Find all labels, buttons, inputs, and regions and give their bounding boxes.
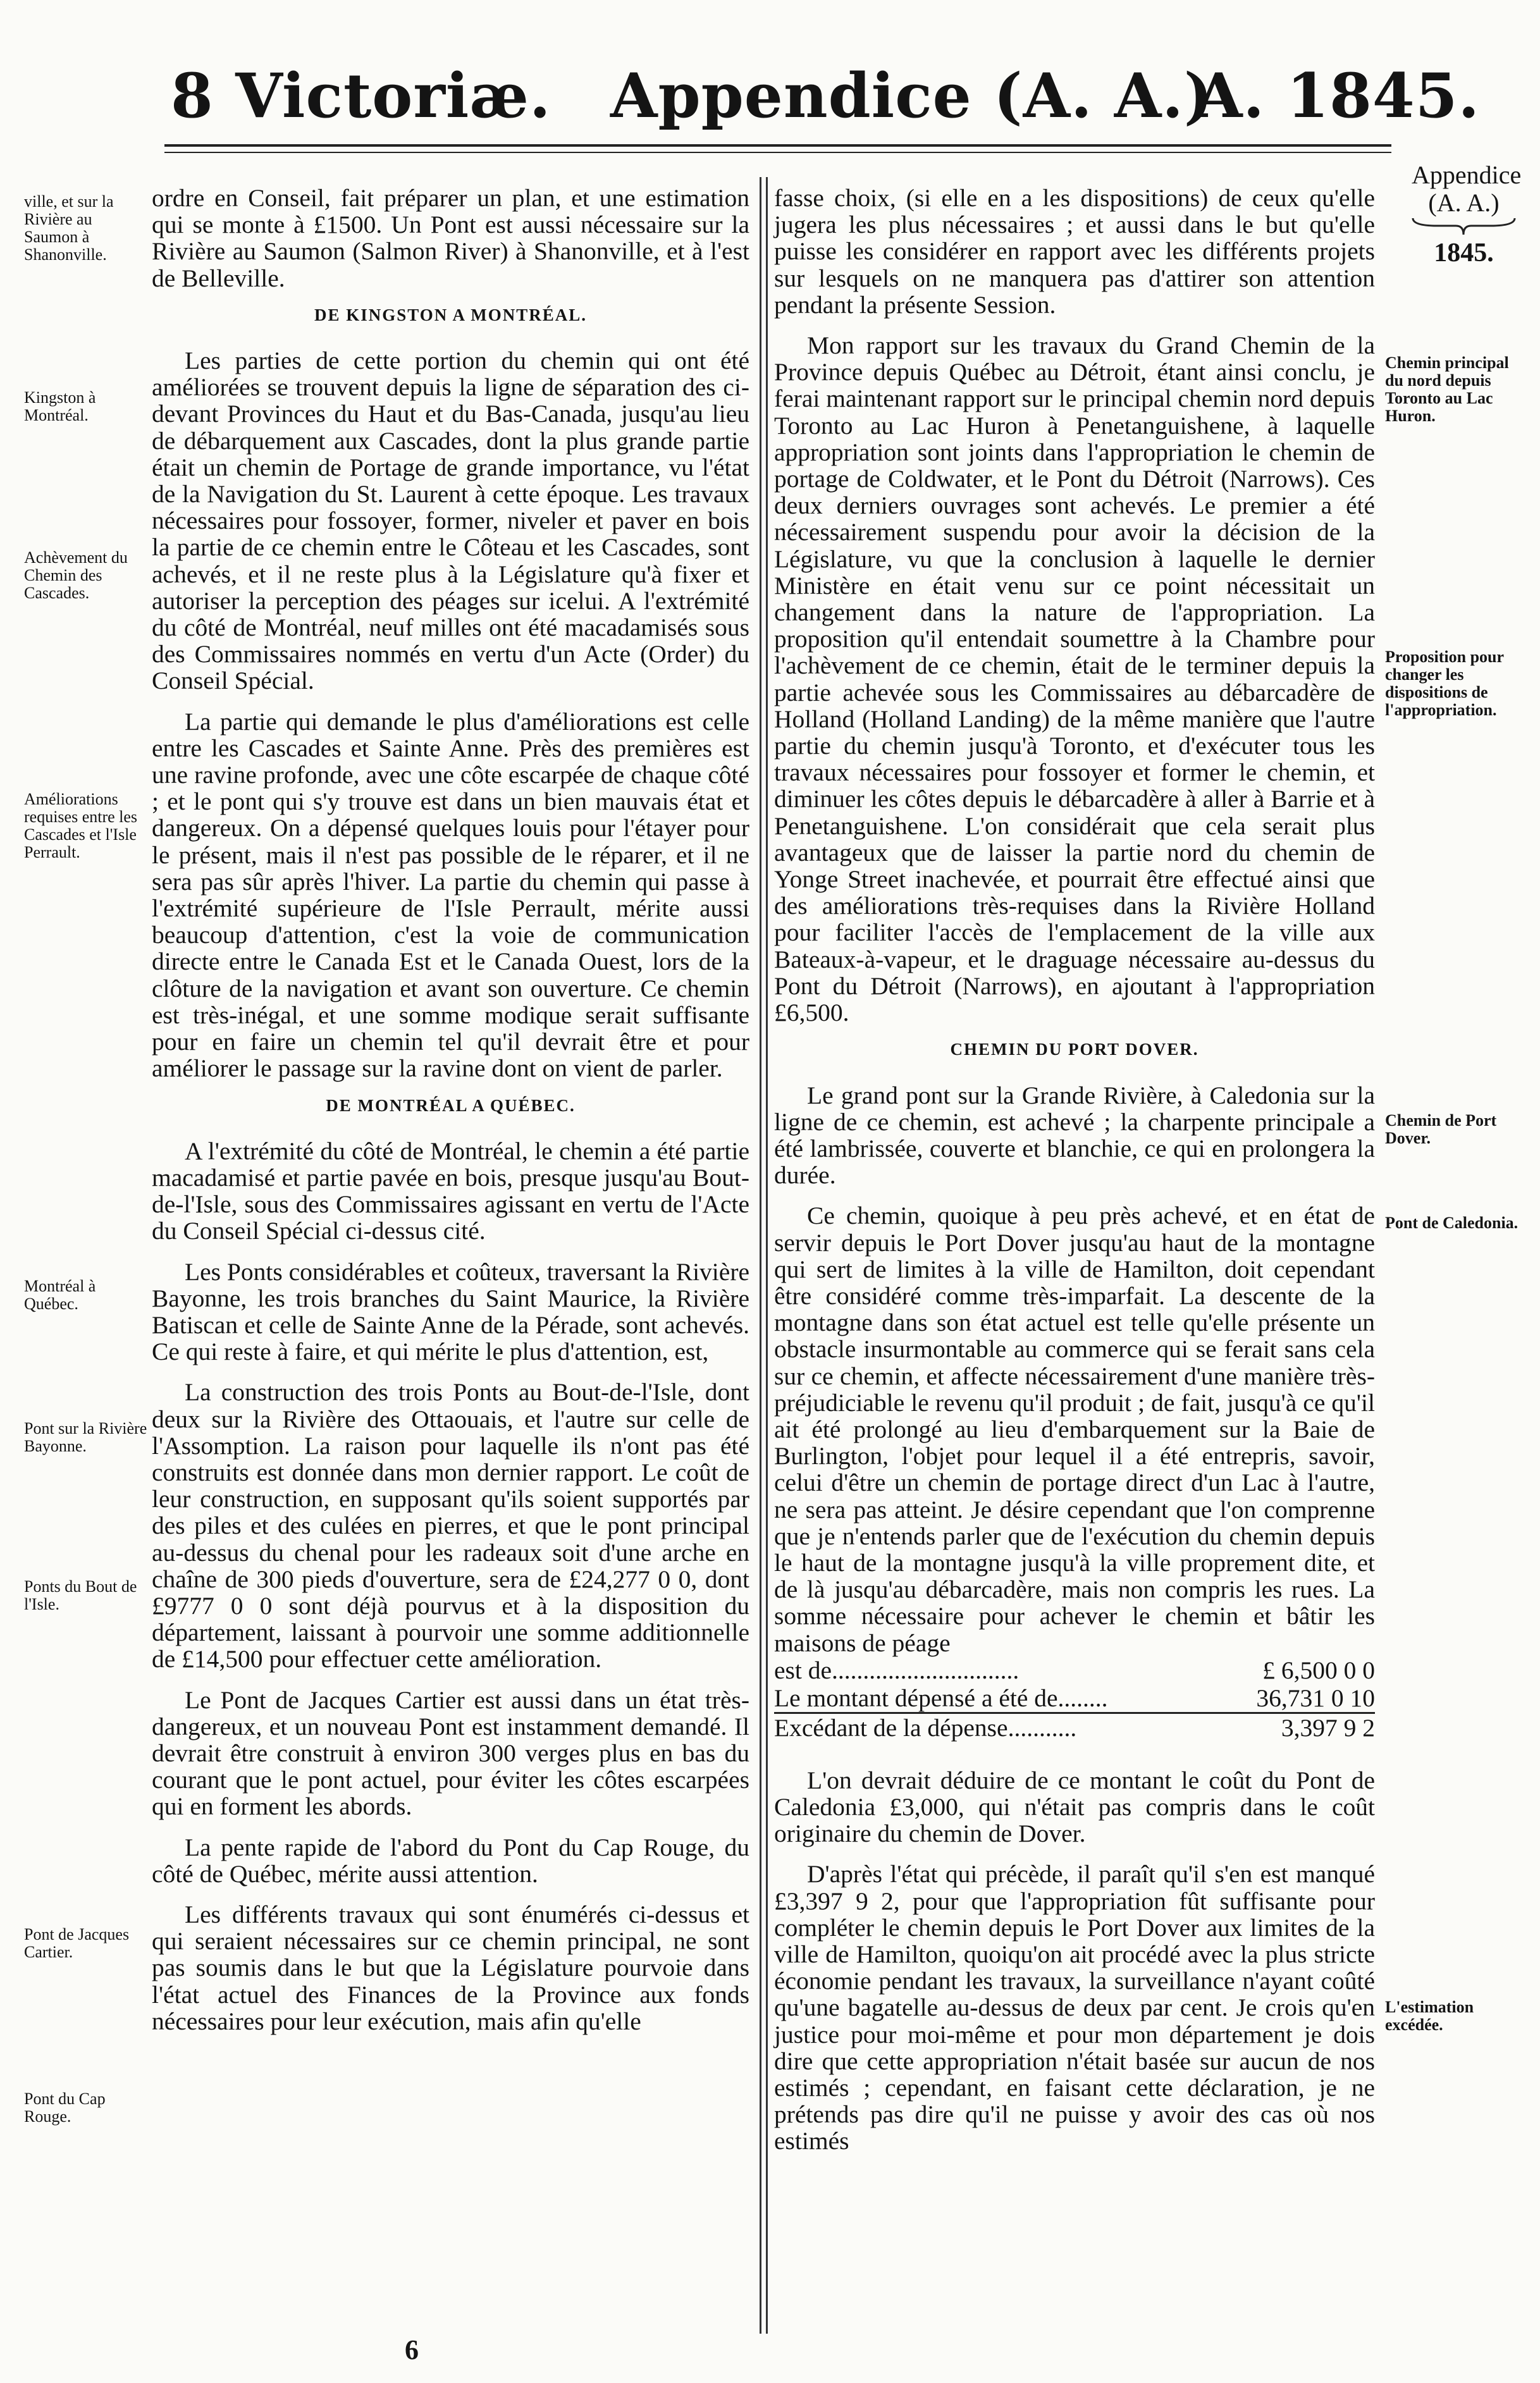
section-heading: CHEMIN DU PORT DOVER. (950, 1040, 1199, 1059)
margin-note-port-dover: Chemin de Port Dover. (1385, 1111, 1497, 1147)
margin-note-caledonia: Pont de Caledonia. (1385, 1214, 1518, 1232)
ledger-row (774, 1684, 1375, 1713)
margin-note-jacques-cartier: Pont de Jacques Cartier. (24, 1925, 130, 1961)
ledger-label: Excédant de la dépense........... (774, 1713, 1217, 1742)
paragraph: Les parties de cette portion du chemin qui ont été améliorées se trouvent depuis la ligne de séparation des ci-devant Provinces du Haut et du Bas-Canada, jusqu'au lieu de débarquement aux Cascades, dont la plus grande partie était un chemin de Portage de grande importance, vu l'état de la Navigation du St. Laurent à cette époque. Les travaux nécessaires pour fossoyer, former, niveler et paver en bois la partie de ce chemin entre le Côteau et les Cascades, sont achevés, et il ne reste plus à la Législature qu'à fixer et autoriser la perception des péages sur icelui. A l'extrémité du côté de Montréal, neuf milles ont été macadamisés sous des Commissaires nommés en vertu d'un Acte (Order) du Conseil Spécial. (152, 347, 749, 695)
ledger-amount: £ 6,500 0 0 (1262, 1656, 1375, 1684)
section-heading: DE MONTRÉAL A QUÉBEC. (326, 1095, 576, 1115)
header-rule-thin (164, 152, 1391, 153)
expense-ledger (774, 1656, 1375, 1742)
ledger-row (774, 1713, 1375, 1742)
curly-brace-icon (1412, 217, 1516, 236)
appendix-brace-note (1412, 161, 1522, 268)
paragraph: Les différents travaux qui sont énumérés ci-dessus et qui seraient nécessaires sur ce chemin principal, ne sont pas soumis dans le but que la Législature pourvoie dans l'état actuel des Finances de la Province aux fonds nécessaires pour leur exécution, mais afin qu'elle (152, 1900, 749, 2035)
section-heading: DE KINGSTON A MONTRÉAL. (314, 305, 588, 324)
column-rule-right (766, 177, 768, 2334)
margin-note-shanonville: ville, et sur la Rivière au Saumon à Shanonville. (24, 192, 114, 264)
paragraph: D'après l'état qui précède, il paraît qu'il s'en est manqué £3,397 9 2, pour que l'appropriation fût suffisante pour compléter le chemin depuis le Port Dover aux limites de la ville de Hamilton, quoiqu'on ait procédé avec la plus stricte économie pendant les travaux, la surveillance n'ayant coûté qu'une bagatelle au-dessus de deux par cent. Je crois qu'en justice pour moi-même et pour mon département je dois dire que cette appropriation n'était basée sur aucun de nos estimés ; cependant, en faisant cette déclaration, je ne prétends pas dire qu'il ne puisse y avoir des cas où nos estimés (774, 1860, 1375, 2155)
margin-note-montreal-quebec: Montréal à Québec. (24, 1277, 96, 1313)
paragraph: fasse choix, (si elle en a les dispositions) de ceux qu'elle jugera les plus nécessaires ; et aussi dans le but qu'elle puisse les considérer en rapport avec les différents projets sur lesquels on ne manquera pas d'attirer son attention pendant la présente Session. (774, 184, 1375, 319)
paragraph: L'on devrait déduire de ce montant le coût du Pont de Caledonia £3,000, qui n'était pas compris dans le coût originaire du chemin de Dover. (774, 1766, 1375, 1848)
margin-note-proposition: Proposition pour changer les dispositions de l'appropriation. (1385, 648, 1504, 719)
paragraph: Les Ponts considérables et coûteux, traversant la Rivière Bayonne, les trois branches du Saint Maurice, la Rivière Batiscan et celle de Sainte Anne de la Pérade, sont achevés. Ce qui reste à faire, et qui mérite le plus d'attention, est, (152, 1257, 749, 1366)
paragraph: La pente rapide de l'abord du Pont du Cap Rouge, du côté de Québec, mérite aussi attention. (152, 1833, 749, 1888)
ledger-label: est de.............................. (774, 1656, 1019, 1684)
left-column (152, 185, 749, 2035)
margin-note-cap-rouge: Pont du Cap Rouge. (24, 2090, 106, 2126)
paragraph: La partie qui demande le plus d'améliorations est celle entre les Cascades et Sainte Anne. Près des premières est une ravine profonde, avec une côte escarpée de chaque côté ; et le pont qui s'y trouve est dans un bien mauvais état et dangereux. On a dépensé quelques louis pour l'étayer pour le présent, mais il n'est pas possible de le réparer, et il ne sera pas sûr après l'hiver. La partie du chemin qui passe à l'extrémité supérieure de l'Isle Perrault, mérite aussi beaucoup d'attention, c'est la voie de communication directe entre le Canada Est et le Canada Ouest, lors de la clôture de la navigation et avant son ouverture. Ce chemin est très-inégal, et une somme modique serait suffisante pour en faire un chemin tel qu'il devrait être et pour améliorer le passage sur la ravine dont on vient de parler. (152, 707, 749, 1083)
paragraph: La construction des trois Ponts au Bout-de-l'Isle, dont deux sur la Rivière des Ottaouais, et l'autre sur celle de l'Assomption. La raison pour laquelle ils n'ont pas été construits est donnée dans mon dernier rapport. Le coût de leur construction, en supposant qu'ils soient supportés par des piles et des culées en pierres, et que le pont principal au-dessus du chenal pour les radeaux soit d'une arche en chaîne de 300 pieds d'ouverture, sera de £24,277 0 0, dont £9777 0 0 sont déjà pourvus et à la disposition du département, laissant à pourvoir une somme additionnelle de £14,500 pour effectuer cette amélioration. (152, 1378, 749, 1673)
paragraph: ordre en Conseil, fait préparer un plan, et une estimation qui se monte à £1500. Un Pont est aussi nécessaire sur la Rivière au Saumon (Salmon River) à Shanonville, et à l'est de Belleville. (152, 184, 749, 292)
paragraph: A l'extrémité du côté de Montréal, le chemin a été partie macadamisé et partie pavée en bois, presque jusqu'au Bout-de-l'Isle, sous des Commissaires agissant en vertu de l'Acte du Conseil Spécial ci-dessus cité. (152, 1136, 749, 1245)
margin-note-isle-perrault: Améliorations requises entre les Cascades et l'Isle Perrault. (24, 790, 138, 861)
ledger-amount: 3,397 9 2 (1217, 1713, 1375, 1742)
column-rule-left (760, 177, 761, 2334)
header-session: 8 Victoriæ. (171, 60, 551, 132)
paragraph: Le Pont de Jacques Cartier est aussi dans un état très-dangereux, et un nouveau Pont est instamment demandé. Il devrait être construit à environ 300 verges plus en bas du courant que le pont actuel, pour éviter les côtes escarpées qui en forment les abords. (152, 1685, 749, 1821)
ledger-row (774, 1656, 1375, 1684)
paragraph: Ce chemin, quoique à peu près achevé, et en état de servir depuis le Port Dover jusqu'au haut de la montagne qui sert de limites à la ville de Hamilton, doit cependant être considéré comme très-imparfait. La descente de la montagne dans son état actuel est telle qu'elle présente un obstacle insurmontable au commerce qui se ferait sans cela sur ce chemin, et affecte nécessairement d'une manière très-préjudiciable le revenu qu'il produit ; de fait, jusqu'à ce qu'il ait été prolongé au lieu d'embarquement sur la Baie de Burlington, l'objet pour lequel il a été entrepris, savoir, celui d'être un chemin de portage direct d'un Lac à l'autre, ne sera pas atteint. Je désire cependant que l'on comprenne que je n'entends parler que de l'exécution du chemin depuis le haut de la montagne jusqu'à la ville proprement dite, et de là jusqu'au débarcadère, mais non compris les rues. La somme nécessaire pour achever le chemin et bâtir les maisons de péage (774, 1202, 1375, 1657)
page-number: 6 (405, 2334, 419, 2365)
paragraph: Le grand pont sur la Grande Rivière, à Caledonia sur la ligne de ce chemin, est achevé ; la charpente principale a été lambrissée, couverte et blanchie, ce qui en prolongera la durée. (774, 1081, 1375, 1190)
header-title: Appendice (A. A.) (610, 60, 1214, 132)
brace-appendice: Appendice (1412, 161, 1522, 189)
brace-year: 1845. (1434, 238, 1494, 268)
ledger-amount: 36,731 0 10 (1256, 1684, 1375, 1712)
margin-note-bout-isle: Ponts du Bout de l'Isle. (24, 1577, 137, 1613)
margin-note-estimation: L'estimation excédée. (1385, 1998, 1474, 2034)
header-year: A. 1845. (1195, 60, 1480, 132)
ledger-label: Le montant dépensé a été de........ (774, 1684, 1108, 1712)
margin-note-bayonne: Pont sur la Rivière Bayonne. (24, 1419, 147, 1455)
margin-note-kingston: Kingston à Montréal. (24, 388, 96, 424)
margin-note-cascades: Achèvement du Chemin des Cascades. (24, 548, 128, 602)
brace-aa: (A. A.) (1428, 188, 1500, 217)
paragraph: Mon rapport sur les travaux du Grand Chemin de la Province depuis Québec au Détroit, étant ainsi conclu, je ferai maintenant rapport sur le principal chemin nord depuis Toronto au Lac Huron à Penetanguishene, à laquelle appropriation sont joints dans l'appropriation le chemin de portage de Coldwater, et le Pont du Détroit (Narrows). Ces deux derniers ouvrages sont achevés. Le premier a été nécessairement suspendu pour avoir la décision de la Législature, vu que la conclusion à laquelle le dernier Ministère en était venu sur ce point nécessitait un changement dans la nature de l'appropriation. La proposition qu'il entendait soumettre à la Chambre pour l'achèvement de ce chemin, était de le terminer depuis la partie achevée sous les Commissaires au débarcadère de Holland (Holland Landing) de la même manière que l'autre partie du chemin jusqu'à Toronto, et d'exécuter tous les travaux nécessaires pour fossoyer et former le chemin, et diminuer les côtes depuis le débarcadère à aller à Barrie et à Penetanguishene. L'on considérait que cela serait plus avantageux que de laisser la partie nord du chemin de Yonge Street inachevée, et pourrait être effectué ainsi que des améliorations très-requises dans la Rivière Holland pour faciliter l'accès de l'emplacement de la ville aux Bateaux-à-vapeur, et le draguage nécessaire au-dessus du Pont du Détroit (Narrows), en ajoutant à l'appropriation £6,500. (774, 331, 1375, 1027)
header-rule-thick (164, 144, 1391, 147)
right-column (774, 185, 1375, 2155)
margin-note-chemin-nord: Chemin principal du nord depuis Toronto au Lac Huron. (1385, 354, 1509, 425)
